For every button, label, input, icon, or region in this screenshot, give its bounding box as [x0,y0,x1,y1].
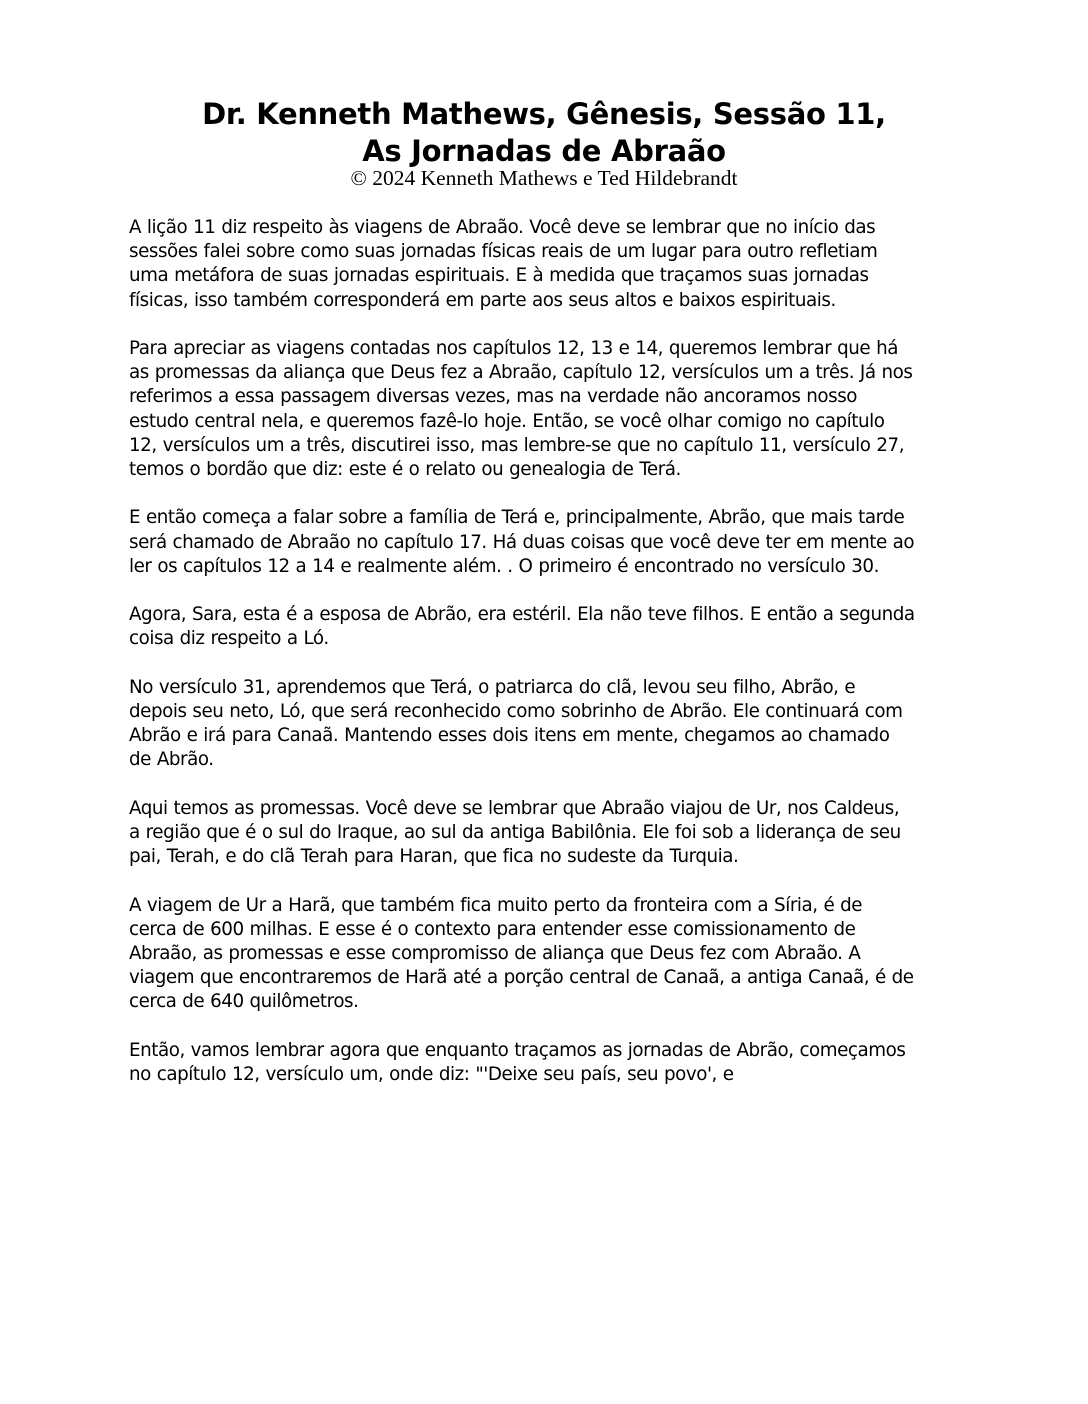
paragraph-line: sessões falei sobre como suas jornadas físicas reais de um lugar para outro refletiam [129,241,878,263]
document-header [0,96,1088,189]
document-body [129,216,969,1111]
title-line-2: As Jornadas de Abraão [362,134,726,168]
paragraph-6 [129,797,969,870]
paragraph-line: Abrão e irá para Canaã. Mantendo esses dois itens em mente, chegamos ao chamado [129,725,890,747]
paragraph-line: depois seu neto, Ló, que será reconhecido como sobrinho de Abrão. Ele continuará com [129,701,903,722]
paragraph-line: temos o bordão que diz: este é o relato ou genealogia de Terá. [129,459,681,481]
paragraph-line: as promessas da aliança que Deus fez a Abraão, capítulo 12, versículos um a três. Já nos [129,362,913,384]
paragraph-line: Agora, Sara, esta é a esposa de Abrão, era estéril. Ela não teve filhos. E então a segunda [129,604,915,626]
paragraph-5 [129,676,969,773]
paragraph-line: a região que é o sul do Iraque, ao sul da antiga Babilônia. Ele foi sob a liderança de seu [129,822,901,843]
paragraph-2 [129,337,969,482]
title-line-1: Dr. Kenneth Mathews, Gênesis, Sessão 11, [202,97,886,131]
paragraph-line: físicas, isso também corresponderá em parte aos seus altos e baixos espirituais. [129,289,836,311]
paragraph-line: no capítulo 12, versículo um, onde diz: "'Deixe seu país, seu povo', e [129,1064,734,1085]
paragraph-3 [129,506,969,579]
paragraph-line: Aqui temos as promessas. Você deve se lembrar que Abraão viajou de Ur, nos Caldeus, [129,797,900,819]
paragraph-line: cerca de 600 milhas. E esse é o contexto para entender esse comissionamento de [129,918,856,940]
paragraph-line: E então começa a falar sobre a família de Terá e, principalmente, Abrão, que mais tarde [129,507,905,529]
paragraph-line: ler os capítulos 12 a 14 e realmente além. . O primeiro é encontrado no versículo 30. [129,555,879,577]
paragraph-line: cerca de 640 quilômetros. [129,991,359,1013]
paragraph-1 [129,216,969,313]
copyright-notice: © 2024 Kenneth Mathews e Ted Hildebrandt [350,166,738,190]
paragraph-4 [129,603,969,651]
paragraph-line: Para apreciar as viagens contadas nos capítulos 12, 13 e 14, queremos lembrar que há [129,338,898,359]
paragraph-line: de Abrão. [129,749,214,771]
paragraph-8 [129,1039,969,1087]
paragraph-line: A viagem de Ur a Harã, que também fica muito perto da fronteira com a Síria, é de [129,894,863,916]
paragraph-line: uma metáfora de suas jornadas espirituais. E à medida que traçamos suas jornadas [129,265,869,287]
paragraph-line: estudo central nela, e queremos fazê-lo hoje. Então, se você olhar comigo no capítulo [129,410,885,432]
paragraph-line: coisa diz respeito a Ló. [129,628,329,650]
paragraph-line: será chamado de Abraão no capítulo 17. Há duas coisas que você deve ter em mente ao [129,531,915,553]
paragraph-line: viagem que encontraremos de Harã até a porção central de Canaã, a antiga Canaã, é de [129,967,914,989]
paragraph-line: referimos a essa passagem diversas vezes, mas na verdade não ancoramos nosso [129,386,858,408]
paragraph-line: pai, Terah, e do clã Terah para Haran, que fica no sudeste da Turquia. [129,846,739,868]
paragraph-line: Então, vamos lembrar agora que enquanto traçamos as jornadas de Abrão, começamos [129,1039,906,1061]
paragraph-line: A lição 11 diz respeito às viagens de Abraão. Você deve se lembrar que no início das [129,217,876,238]
paragraph-line: Abraão, as promessas e esse compromisso de aliança que Deus fez com Abraão. A [129,943,861,964]
paragraph-7 [129,894,969,1015]
paragraph-line: No versículo 31, aprendemos que Terá, o patriarca do clã, levou seu filho, Abrão, e [129,676,856,698]
paragraph-line: 12, versículos um a três, discutirei isso, mas lembre-se que no capítulo 11, versículo 27, [129,434,905,456]
